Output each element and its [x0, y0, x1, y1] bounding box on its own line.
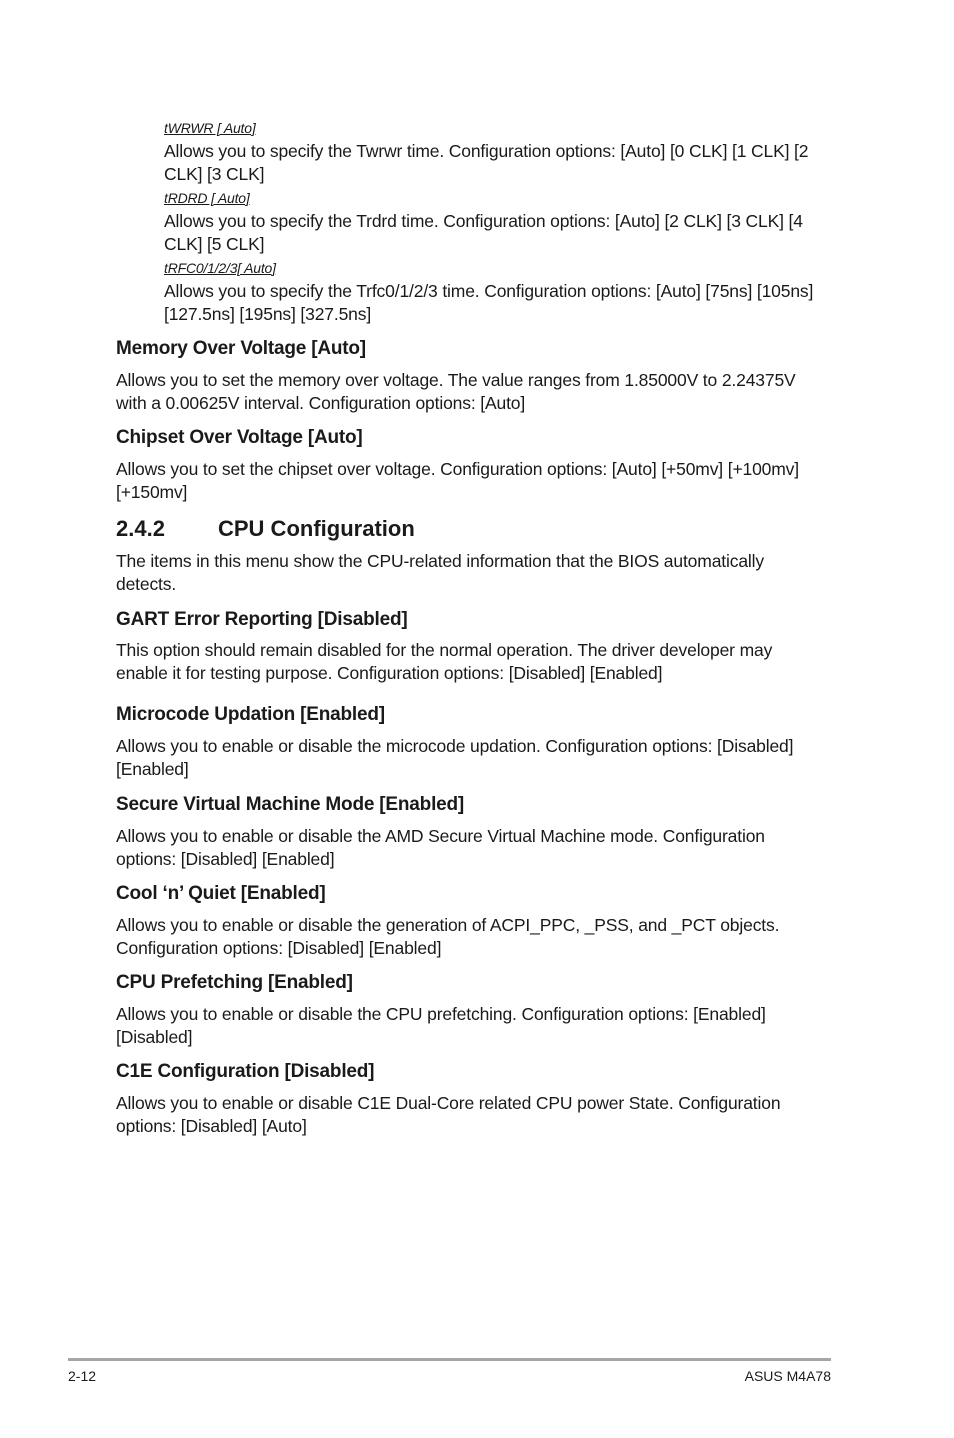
section-title: CPU Configuration	[218, 516, 415, 541]
item-description: Allows you to enable or disable C1E Dual-Core related CPU power State. Configuration options: [Disabled] [Auto]	[116, 1093, 781, 1136]
item-description: Allows you to enable or disable the AMD Secure Virtual Machine mode. Configuration options: [Disabled] [Enabled]	[116, 826, 765, 869]
item-description: Allows you to set the memory over voltage. The value ranges from 1.85000V to 2.24375V with a 0.00625V interval. Configuration options: [Auto]	[116, 370, 796, 413]
sub-item-description: Allows you to specify the Trfc0/1/2/3 time. Configuration options: [Auto] [75ns] [105ns] [127.5ns] [195ns] [327.5ns]	[164, 281, 814, 324]
sub-item-description: Allows you to specify the Trdrd time. Configuration options: [Auto] [2 CLK] [3 CLK] [4 CLK] [5 CLK]	[164, 211, 803, 254]
item-heading: Microcode Updation [Enabled]	[116, 704, 385, 725]
item-heading: Chipset Over Voltage [Auto]	[116, 427, 363, 448]
item-description: Allows you to enable or disable the generation of ACPI_PPC, _PSS, and _PCT objects. Configuration options: [Disabled] [Enabled]	[116, 915, 780, 958]
item-description: Allows you to set the chipset over voltage. Configuration options: [Auto] [+50mv] [+100mv] [+150mv]	[116, 459, 799, 502]
item-heading: Memory Over Voltage [Auto]	[116, 338, 366, 359]
sub-item-title: tRDRD [ Auto]	[164, 190, 250, 206]
sub-item-title: tWRWR [ Auto]	[164, 120, 256, 136]
footer-product-name: ASUS M4A78	[744, 1368, 831, 1384]
item-heading: CPU Prefetching [Enabled]	[116, 972, 353, 993]
footer-page-number: 2-12	[68, 1368, 97, 1384]
item-heading: Cool ‘n’ Quiet [Enabled]	[116, 883, 326, 904]
item-heading: Secure Virtual Machine Mode [Enabled]	[116, 794, 465, 815]
item-description: Allows you to enable or disable the microcode updation. Configuration options: [Disabled] [Enabled]	[116, 736, 794, 779]
section-intro: The items in this menu show the CPU-related information that the BIOS automatically detects.	[116, 551, 764, 594]
item-description: This option should remain disabled for the normal operation. The driver developer may enable it for testing purpose. Configuration options: [Disabled] [Enabled]	[116, 640, 773, 683]
item-heading: GART Error Reporting [Disabled]	[116, 609, 408, 630]
section-number: 2.4.2	[116, 516, 165, 541]
sub-item-title: tRFC0/1/2/3[ Auto]	[164, 260, 276, 276]
item-heading: C1E Configuration [Disabled]	[116, 1061, 375, 1082]
footer-divider	[68, 1358, 831, 1361]
item-description: Allows you to enable or disable the CPU prefetching. Configuration options: [Enabled] [Disabled]	[116, 1004, 766, 1047]
sub-item-description: Allows you to specify the Twrwr time. Configuration options: [Auto] [0 CLK] [1 CLK] [2 CLK] [3 CLK]	[164, 141, 809, 184]
